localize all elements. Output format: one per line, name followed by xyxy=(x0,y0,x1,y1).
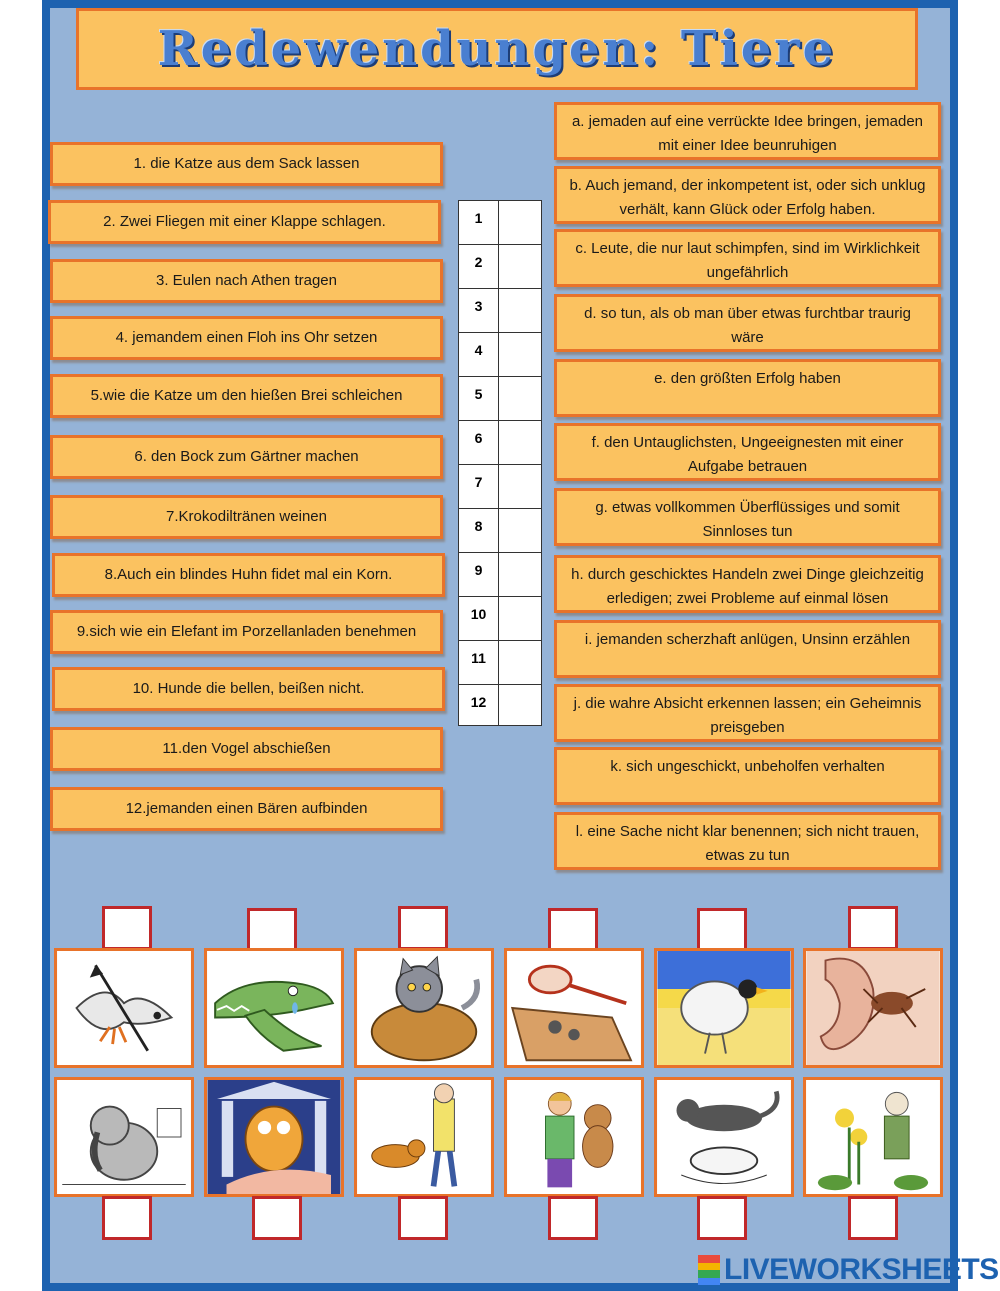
meaning-card-i[interactable]: i. jemanden scherzhaft anlügen, Unsinn erzählen xyxy=(554,620,941,678)
elephant-in-shop-icon xyxy=(54,1077,194,1197)
meaning-card-b[interactable]: b. Auch jemand, der inkompetent ist, oder sich unklug verhält, kann Glück oder Erfolg haben. xyxy=(554,166,941,224)
grid-number: 2 xyxy=(459,245,499,288)
meaning-card-f[interactable]: f. den Untauglichsten, Ungeeignesten mit einer Aufgabe betrauen xyxy=(554,423,941,481)
grid-row xyxy=(459,641,541,685)
grid-row xyxy=(459,465,541,509)
chicken-icon xyxy=(654,948,794,1068)
grid-row xyxy=(459,201,541,245)
grid-row xyxy=(459,421,541,465)
picture-answer-box[interactable] xyxy=(247,908,297,952)
grid-number: 4 xyxy=(459,333,499,376)
idiom-card-4[interactable]: 4. jemandem einen Floh ins Ohr setzen xyxy=(50,316,443,360)
idiom-card-3[interactable]: 3. Eulen nach Athen tragen xyxy=(50,259,443,303)
idiom-card-9[interactable]: 9.sich wie ein Elefant im Porzellanladen benehmen xyxy=(50,610,443,654)
grid-number: 3 xyxy=(459,289,499,332)
idiom-card-11[interactable]: 11.den Vogel abschießen xyxy=(50,727,443,771)
meaning-card-l[interactable]: l. eine Sache nicht klar benennen; sich nicht trauen, etwas zu tun xyxy=(554,812,941,870)
grid-number: 5 xyxy=(459,377,499,420)
idiom-card-2[interactable]: 2. Zwei Fliegen mit einer Klappe schlagen. xyxy=(48,200,441,244)
owl-athens-icon xyxy=(204,1077,344,1197)
grid-number: 8 xyxy=(459,509,499,552)
meaning-card-g[interactable]: g. etwas vollkommen Überflüssiges und somit Sinnloses tun xyxy=(554,488,941,546)
picture-answer-box[interactable] xyxy=(848,1196,898,1240)
answer-grid xyxy=(458,200,542,726)
woman-with-bear-icon xyxy=(504,1077,644,1197)
grid-answer-input[interactable] xyxy=(500,421,544,466)
brand-name: LIVEWORKSHEETS xyxy=(724,1253,999,1286)
grid-number: 9 xyxy=(459,553,499,596)
grid-row xyxy=(459,509,541,553)
grid-row xyxy=(459,245,541,289)
grid-answer-input[interactable] xyxy=(500,641,544,686)
liveworksheets-icon xyxy=(698,1255,720,1285)
cat-in-sack-icon xyxy=(354,948,494,1068)
idiom-card-1[interactable]: 1. die Katze aus dem Sack lassen xyxy=(50,142,443,186)
crying-crocodile-icon xyxy=(204,948,344,1068)
meaning-card-j[interactable]: j. die wahre Absicht erkennen lassen; ein Geheimnis preisgeben xyxy=(554,684,941,742)
grid-row xyxy=(459,597,541,641)
grid-answer-input[interactable] xyxy=(500,377,544,422)
flea-in-ear-icon xyxy=(803,948,943,1068)
grid-answer-input[interactable] xyxy=(500,685,544,727)
grid-answer-input[interactable] xyxy=(500,201,544,246)
picture-answer-box[interactable] xyxy=(398,906,448,950)
picture-answer-box[interactable] xyxy=(697,908,747,952)
grid-row xyxy=(459,333,541,377)
idiom-card-6[interactable]: 6. den Bock zum Gärtner machen xyxy=(50,435,443,479)
grid-answer-input[interactable] xyxy=(500,553,544,598)
picture-answer-box[interactable] xyxy=(102,906,152,950)
grid-number: 6 xyxy=(459,421,499,464)
idiom-card-12[interactable]: 12.jemanden einen Bären aufbinden xyxy=(50,787,443,831)
picture-answer-box[interactable] xyxy=(252,1196,302,1240)
brand-logo xyxy=(698,1252,999,1288)
grid-row xyxy=(459,289,541,333)
idiom-card-7[interactable]: 7.Krokodiltränen weinen xyxy=(50,495,443,539)
grid-number: 11 xyxy=(459,641,499,684)
picture-answer-box[interactable] xyxy=(697,1196,747,1240)
meaning-card-d[interactable]: d. so tun, als ob man über etwas furchtbar traurig wäre xyxy=(554,294,941,352)
meaning-card-e[interactable]: e. den größten Erfolg haben xyxy=(554,359,941,417)
grid-number: 7 xyxy=(459,465,499,508)
grid-answer-input[interactable] xyxy=(500,597,544,642)
picture-answer-box[interactable] xyxy=(548,908,598,952)
meaning-card-c[interactable]: c. Leute, die nur laut schimpfen, sind im Wirklichkeit ungefährlich xyxy=(554,229,941,287)
grid-answer-input[interactable] xyxy=(500,465,544,510)
meaning-card-a[interactable]: a. jemaden auf eine verrückte Idee bringen, jemaden mit einer Idee beunruhigen xyxy=(554,102,941,160)
grid-row xyxy=(459,685,541,725)
grid-answer-input[interactable] xyxy=(500,245,544,290)
flyswatter-flies-icon xyxy=(504,948,644,1068)
cat-around-bowl-icon xyxy=(654,1077,794,1197)
picture-answer-box[interactable] xyxy=(548,1196,598,1240)
picture-answer-box[interactable] xyxy=(848,906,898,950)
grid-answer-input[interactable] xyxy=(500,289,544,334)
grid-number: 12 xyxy=(459,685,499,725)
idiom-card-8[interactable]: 8.Auch ein blindes Huhn fidet mal ein Korn. xyxy=(52,553,445,597)
meaning-card-h[interactable]: h. durch geschicktes Handeln zwei Dinge gleichzeitig erledigen; zwei Probleme auf einmal lösen xyxy=(554,555,941,613)
meaning-card-k[interactable]: k. sich ungeschickt, unbeholfen verhalten xyxy=(554,747,941,805)
grid-number: 10 xyxy=(459,597,499,640)
grid-row xyxy=(459,553,541,597)
grid-row xyxy=(459,377,541,421)
grid-answer-input[interactable] xyxy=(500,333,544,378)
picture-answer-box[interactable] xyxy=(102,1196,152,1240)
idiom-card-5[interactable]: 5.wie die Katze um den hießen Brei schleichen xyxy=(50,374,443,418)
barking-dog-icon xyxy=(354,1077,494,1197)
goat-gardener-icon xyxy=(803,1077,943,1197)
title-banner xyxy=(76,8,918,90)
page-title: Redewendungen: Tiere xyxy=(157,21,837,77)
idiom-card-10[interactable]: 10. Hunde die bellen, beißen nicht. xyxy=(52,667,445,711)
picture-answer-box[interactable] xyxy=(398,1196,448,1240)
grid-number: 1 xyxy=(459,201,499,244)
shot-bird-icon xyxy=(54,948,194,1068)
grid-answer-input[interactable] xyxy=(500,509,544,554)
